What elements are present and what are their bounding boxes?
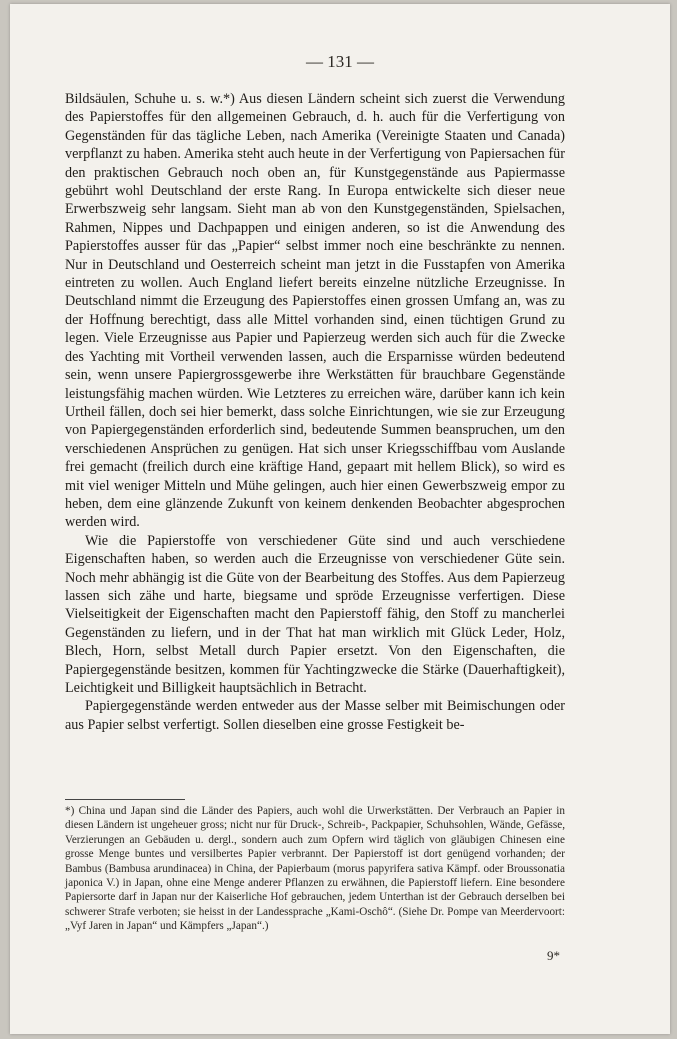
signature-mark: 9* [547,948,560,963]
paragraph-2: Wie die Papierstoffe von verschiedener Güte sind und auch verschiedene Eigenschaften haben, so werden auch die Erzeugnisse von verschiedener Güte sein. Noch mehr abhängig ist die Güte von der Bearbeitung des Stoffes. Aus dem Papierzeug lassen sich zähe und harte, biegsame und spröde Erzeugnisse verfertigen. Diese Vielseitigkeit der Eigenschaften macht den Papierstoff fähig, den Stoff zu mancherlei Gegenständen zu liefern, und in der That hat man wirklich mit Glück Leder, Holz, Blech, Horn, selbst Metall durch Papier ersetzt. Von den Eigenschaften, die Papiergegenstände besitzen, kommen für Yachtingzwecke die Stärke (Dauerhaftigkeit), Leichtigkeit und Billigkeit hauptsächlich in Betracht. [65,532,565,696]
body-text [65,90,565,734]
page-number: — 131 — [306,52,374,71]
footnote-rule [65,799,185,800]
footnote: *) China und Japan sind die Länder des Papiers, auch wohl die Urwerkstätten. Der Verbrauch an Papier in diesen Ländern ist ungeheuer gross; nicht nur für Druck-, Schreib-, Packpapier, Schuhsohlen, Wände, Gefässe, Verzierungen an Gebäuden u. dergl., sondern auch zum Opfern wird täglich von gläubigen Chinesen eine grosse Menge buntes und versilbertes Papier verbrannt. Der Papierstoff ist dort genügend vorhanden; der Bambus (Bambusa arundinacea) in China, der Papierbaum (morus papyrifera sativa Kämpf. oder Broussonatia japonica V.) in Japan, ohne eine Menge anderer Pflanzen zu erwähnen, die Papierstoff liefern. Eine besondere Papiersorte darf in Japan nur der Kaiserliche Hof gebrauchen, jedem Unterthan ist der Gebrauch derselben bei schwerer Strafe verboten; sie heisst in der Landessprache „Kami-Oschô“. (Siehe Dr. Pompe van Meerdervoort: „Vyf Jaren in Japan“ und Kämpfers „Japan“.) [65,805,565,933]
book-page [10,4,670,1034]
paragraph-1: Bildsäulen, Schuhe u. s. w.*) Aus diesen Ländern scheint sich zuerst die Verwendung des Papierstoffes für den allgemeinen Gebrauch, d. h. auch für die Verfertigung von Gegenständen für das tägliche Leben, nach Amerika (Vereinigte Staaten und Canada) verpflanzt zu haben. Amerika steht auch heute in der Verfertigung von Papiersachen für den praktischen Gebrauch noch oben an, für Kunstgegenstände aus Papiermasse gebührt wohl Deutschland der erste Rang. In Europa entwickelte sich dieser neue Erwerbszweig sehr langsam. Sieht man ab von den Kunstgegenständen, Spielsachen, Rahmen, Nippes und Dachpappen und einigen anderen, so ist die Anwendung des Papierstoffes ausser für das „Papier“ selbst immer noch eine beschränkte zu nennen. Nur in Deutschland und Oesterreich scheint man jetzt in die Fusstapfen von Amerika eintreten zu wollen. Auch England liefert bereits einzelne nützliche Erzeugnisse. In Deutschland nimmt die Erzeugung des Papierstoffes einen grossen Umfang an, was zu der Hoffnung berechtigt, dass alle Mittel vorhanden sind, einen tüchtigen Grund zu legen. Viele Erzeugnisse aus Papier und Papierzeug werden sich auch für die Zwecke des Yachting mit Vortheil verwenden lassen, auch die Ersparnisse würden bedeutend sein, wenn unsere Papiergrossgewerbe ihre Werkstätten für brauchbare Gegenstände leistungsfähig machen würden. Wie Letzteres zu erreichen wäre, darüber kann ich kein Urtheil fällen, doch sei hier bemerkt, dass solche Einrichtungen, wie sie zur Erzeugung von Papiergegenständen erforderlich sind, bedeutende Summen beanspruchen, um den verschiedenen Ansprüchen zu genügen. Hat sich unser Kriegsschiffbau vom Auslande frei gemacht (freilich durch eine kräftige Hand, gepaart mit hellem Blick), so wird es mit viel weniger Mitteln und Mühe gelingen, auch hier einen Gewerbszweig empor zu heben, dem eine glänzende Zukunft von keinem denkenden Beobachter abgesprochen werden wird. [65,91,565,531]
paragraph-3: Papiergegenstände werden entweder aus der Masse selber mit Beimischungen oder aus Papier selbst verfertigt. Sollen dieselben eine grosse Festigkeit be- [65,698,565,733]
